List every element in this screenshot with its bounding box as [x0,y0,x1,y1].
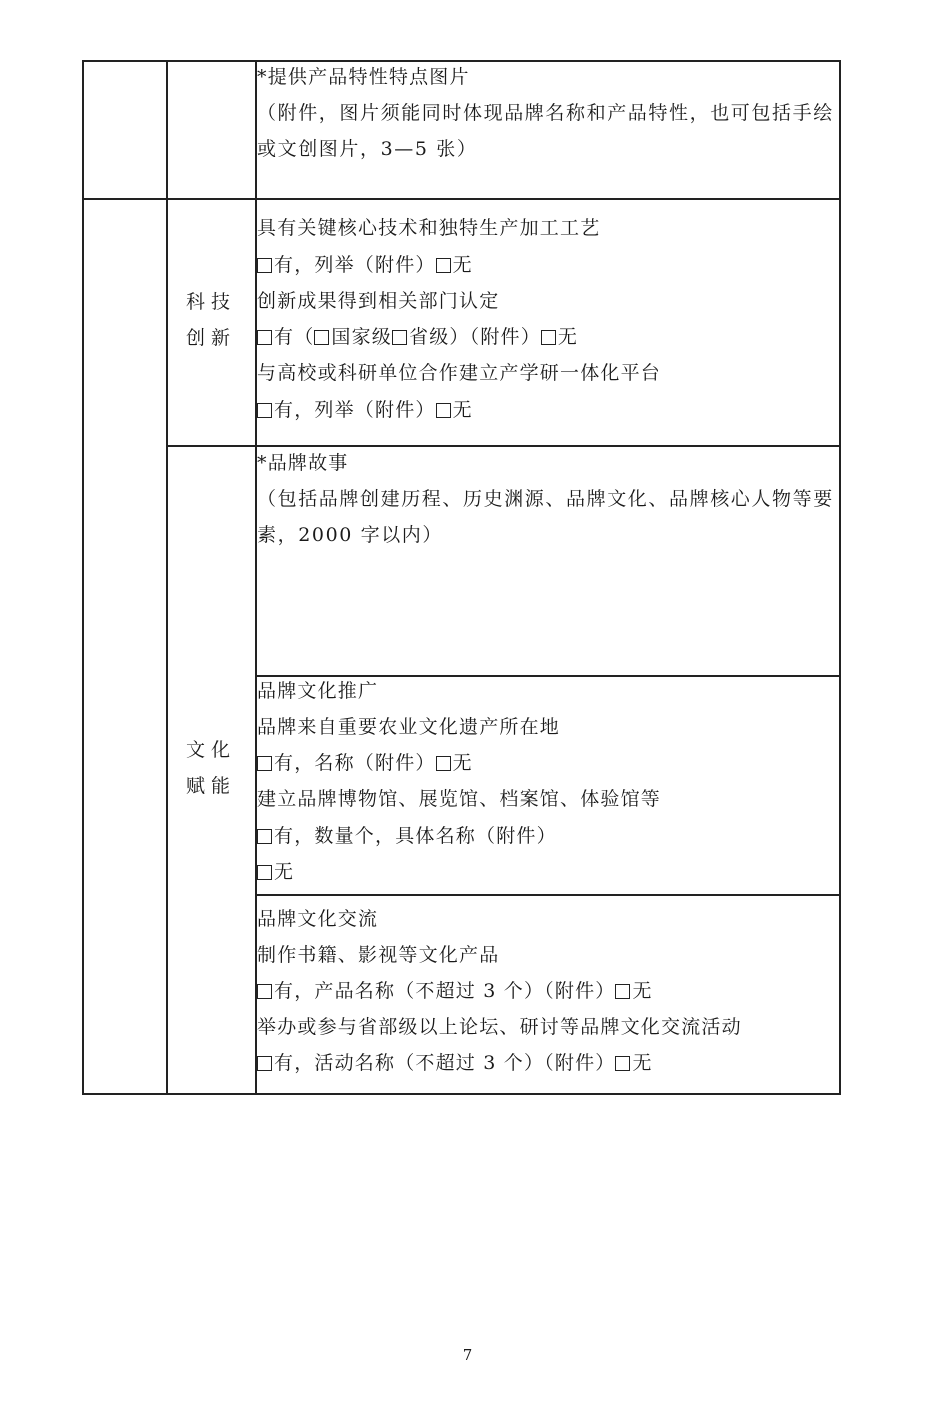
checkbox-no[interactable] [541,330,556,345]
checkbox-yes[interactable] [257,403,272,418]
culture-label [168,732,254,804]
tech-item1-title: 具有关键核心技术和独特生产加工工艺 [257,217,601,239]
exchange-title: 品牌文化交流 [257,908,379,930]
option-no-label: 无 [452,752,473,774]
checkbox-no[interactable] [615,1056,630,1071]
option-yes-label: 有（ [274,326,315,348]
exchange-item2-options [257,1050,839,1076]
option-provincial-label: 省级）（附件） [409,326,541,348]
exchange-item2-title: 举办或参与省部级以上论坛、研讨等品牌文化交流活动 [257,1016,742,1038]
option-no-label: 无 [452,254,473,276]
tech-innovation-label [168,284,254,356]
option-yes-label: 有，数量个，具体名称（附件） [274,825,557,847]
table-row-divider [82,198,841,200]
features-note: （附件，图片须能同时体现品牌名称和产品特性，也可包括手绘或文创图片，3—5 张） [257,102,834,160]
table-row-divider [166,445,841,447]
exchange-item1-options [257,978,839,1004]
promo-item1-title: 品牌来自重要农业文化遗产所在地 [257,716,561,738]
tech-item2-options [257,324,839,350]
table-border-top [82,60,841,62]
tech-item3-options [257,397,839,423]
option-yes-label: 有，产品名称（不超过 3 个）（附件） [274,980,616,1002]
option-yes-label: 有，列举（附件） [274,254,436,276]
option-no-label: 无 [632,980,653,1002]
features-title: *提供产品特性特点图片 [257,66,470,88]
promo-item2-no-option [257,859,839,885]
checkbox-no[interactable] [436,756,451,771]
option-yes-label: 有，列举（附件） [274,399,436,421]
table-border-right [839,60,841,1095]
table-border-bottom [82,1093,841,1095]
tech-item1-options [257,252,839,278]
promo-item2-yes-option [257,823,839,849]
checkbox-no[interactable] [615,984,630,999]
checkbox-yes[interactable] [257,330,272,345]
exchange-item1-title: 制作书籍、影视等文化产品 [257,944,500,966]
option-no-label: 无 [557,326,579,348]
checkbox-yes[interactable] [257,829,272,844]
option-no-label: 无 [274,861,295,883]
promo-title: 品牌文化推广 [257,680,379,702]
tech-label-line1: 科技 [185,291,236,313]
table-row-divider [255,894,841,896]
option-no-label: 无 [632,1052,653,1074]
table-column-divider [166,60,168,1095]
checkbox-yes[interactable] [257,984,272,999]
option-yes-label: 有，活动名称（不超过 3 个）（附件） [274,1052,616,1074]
checkbox-provincial[interactable] [392,330,407,345]
checkbox-no[interactable] [436,258,451,273]
table-row-divider [255,675,841,677]
option-no-label: 无 [452,399,473,421]
option-yes-label: 有，名称（附件） [274,752,436,774]
story-title: *品牌故事 [257,452,349,474]
story-note: （包括品牌创建历程、历史渊源、品牌文化、品牌核心人物等要素，2000 字以内） [257,488,834,546]
checkbox-national[interactable] [314,330,329,345]
promo-item2-title: 建立品牌博物馆、展览馆、档案馆、体验馆等 [257,788,662,810]
page-number: 7 [462,1346,473,1364]
checkbox-yes[interactable] [257,1056,272,1071]
tech-item2-title: 创新成果得到相关部门认定 [257,290,500,312]
culture-label-line1: 文化 [185,739,236,761]
tech-label-line2: 创新 [185,327,236,349]
tech-item3-title: 与高校或科研单位合作建立产学研一体化平台 [257,362,662,384]
option-national-label: 国家级 [331,326,393,348]
promo-item1-options [257,750,839,776]
checkbox-yes[interactable] [257,756,272,771]
table-border-left [82,60,84,1095]
culture-label-line2: 赋能 [185,775,236,797]
checkbox-yes[interactable] [257,258,272,273]
checkbox-no[interactable] [436,403,451,418]
checkbox-no[interactable] [257,865,272,880]
